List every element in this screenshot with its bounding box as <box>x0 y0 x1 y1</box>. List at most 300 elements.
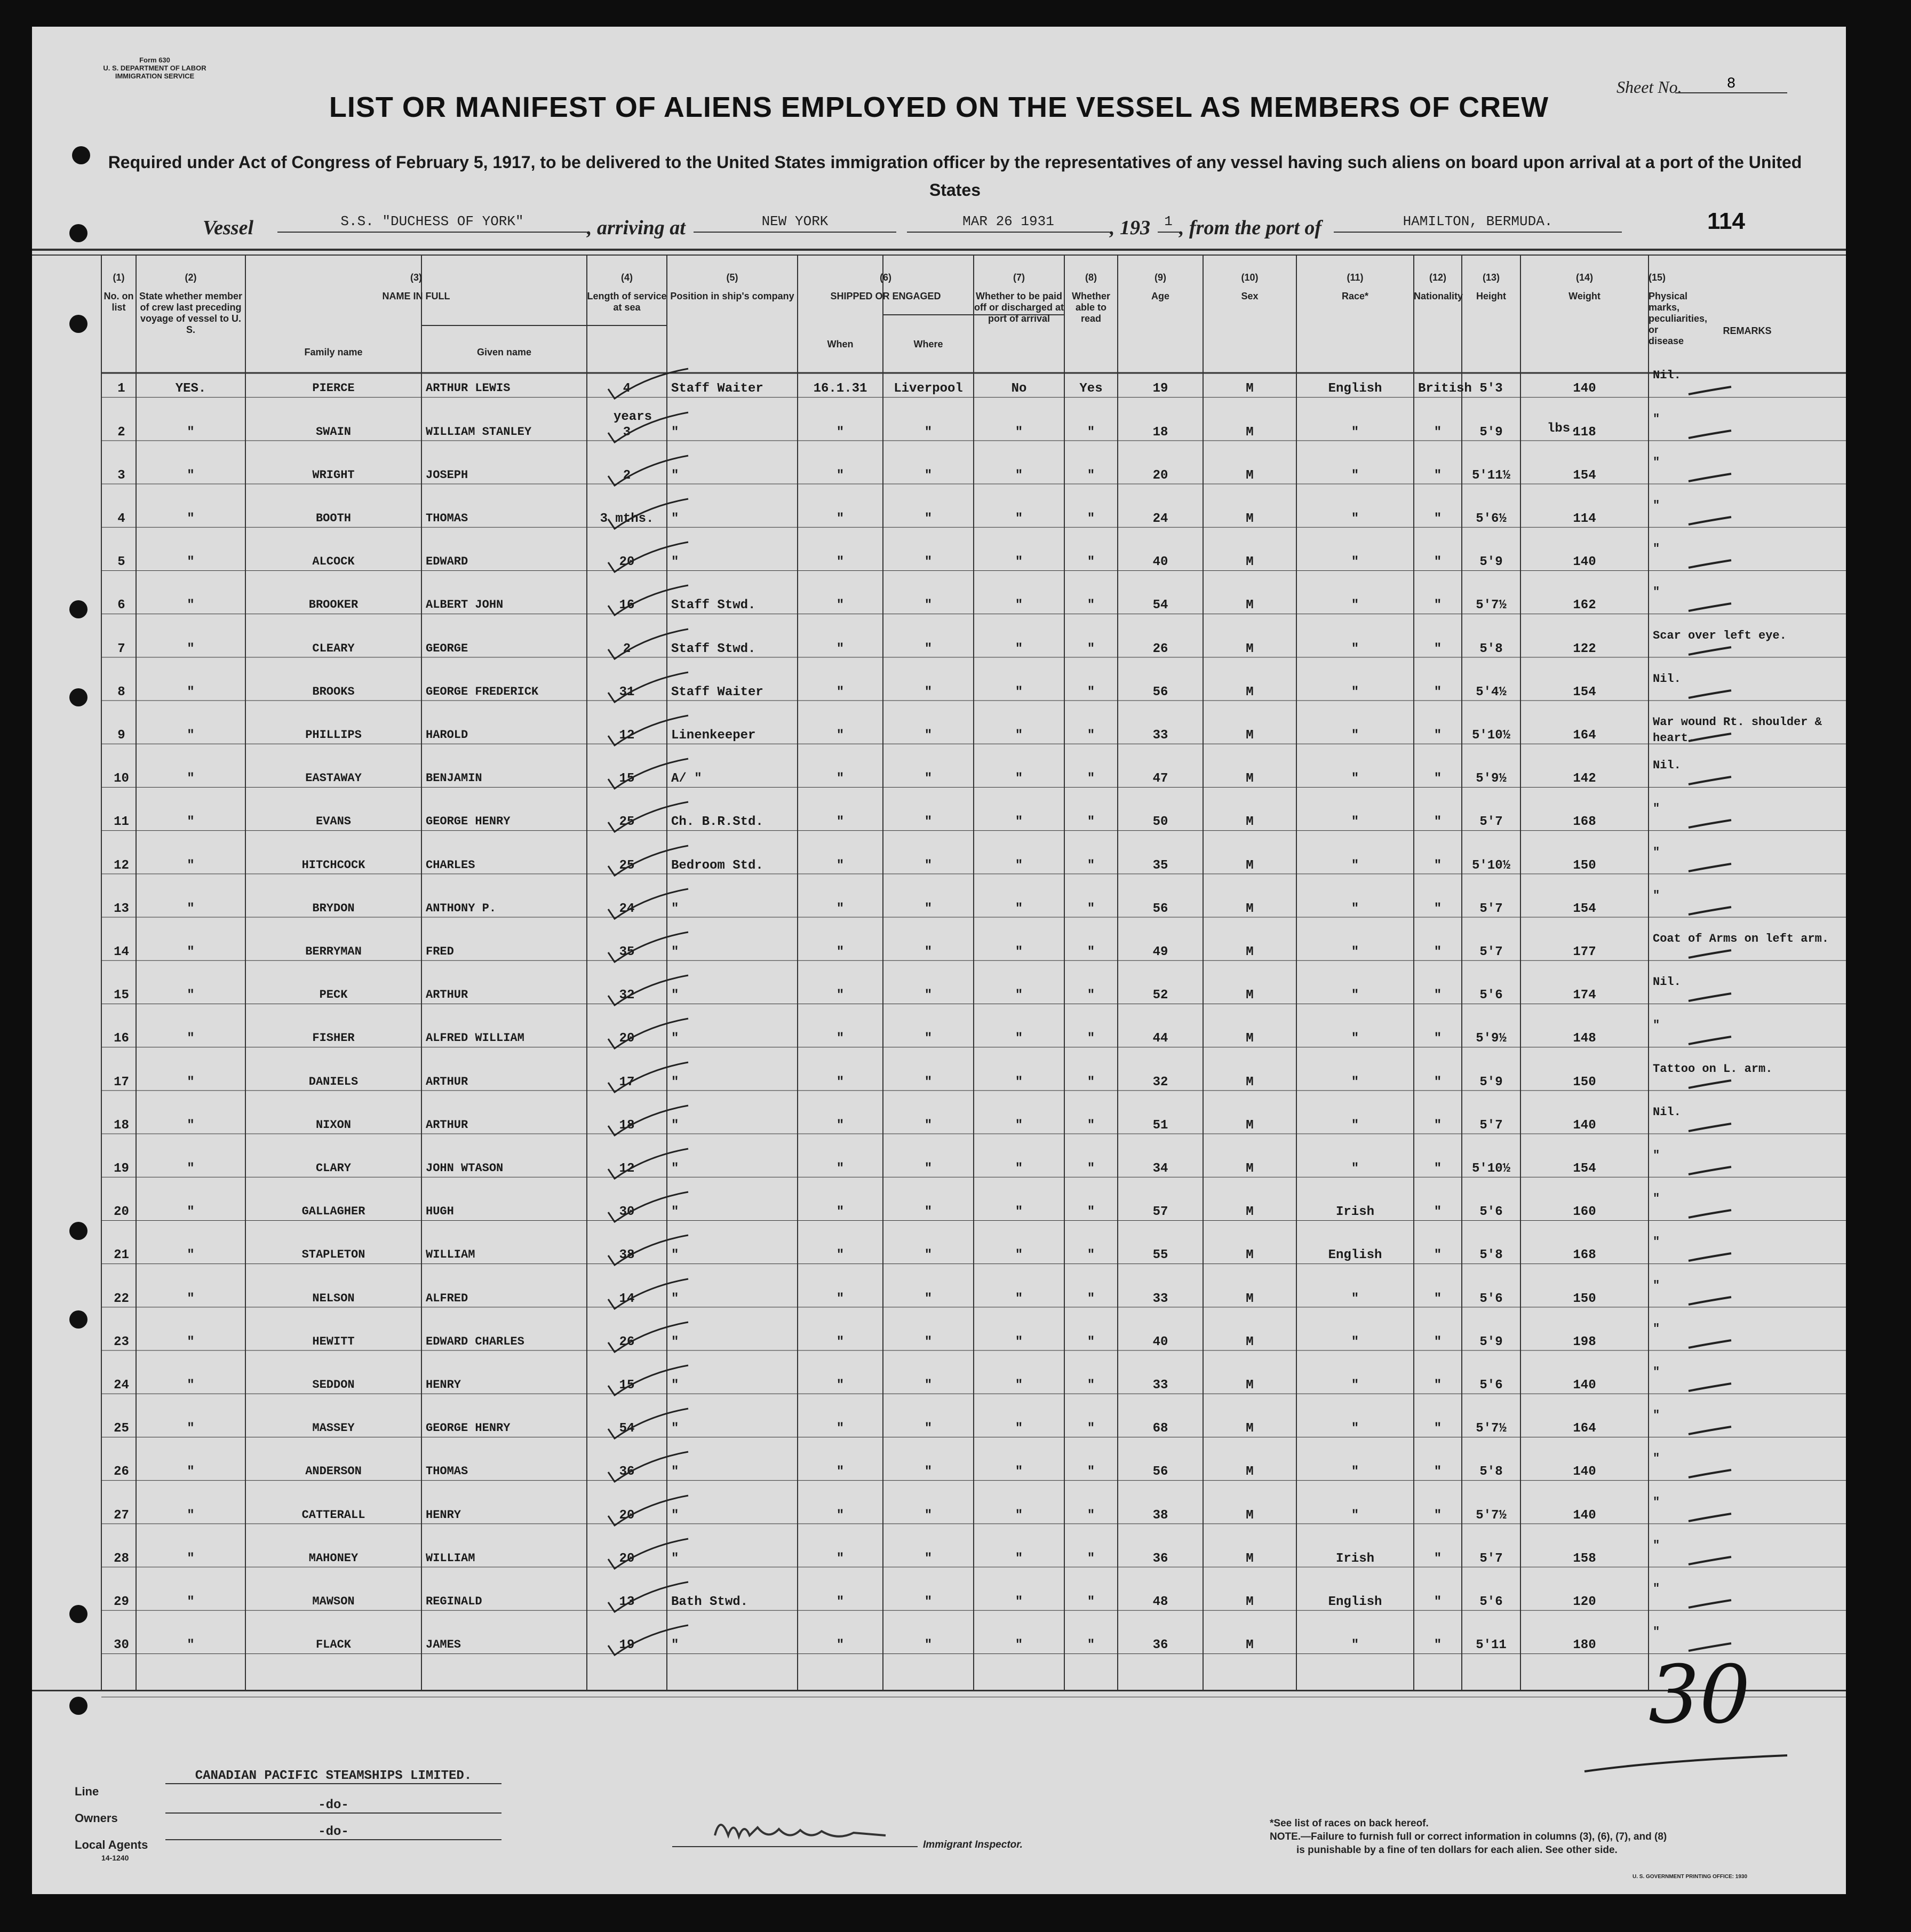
cell-weight: 180 <box>1573 1638 1596 1653</box>
cell-when: " <box>836 1248 845 1263</box>
cell-where: " <box>924 1508 933 1523</box>
cell-when: " <box>836 1508 845 1523</box>
check-mark <box>598 1579 694 1616</box>
cell-race: " <box>1351 555 1359 570</box>
cell-no: 12 <box>114 858 129 873</box>
cell-no: 13 <box>114 901 129 916</box>
cell-paid: " <box>1015 1118 1023 1133</box>
cell-age: 34 <box>1152 1162 1168 1176</box>
col-shipped-number: (6) <box>880 272 891 283</box>
cell-no: 30 <box>114 1638 129 1653</box>
cell-weight: 140 <box>1573 1378 1596 1393</box>
cell-nationality: " <box>1434 598 1442 613</box>
cell-position: Bath Stwd. <box>671 1595 749 1610</box>
cell-height: 5'9 <box>1479 1075 1503 1090</box>
cell-paid: No <box>1011 381 1027 396</box>
cell-prev: " <box>187 945 195 960</box>
fine-note-2: is punishable by a fine of ten dollars for each alien. See other side. <box>1296 1844 1618 1856</box>
col-service-number: (4) <box>621 272 633 283</box>
col-position-number: (5) <box>726 272 738 283</box>
cell-given: THOMAS <box>426 512 468 526</box>
cell-sex: M <box>1246 1334 1254 1349</box>
cell-age: 50 <box>1152 815 1168 830</box>
col-service-label: Length of service at sea <box>587 291 667 313</box>
cell-sex: M <box>1246 901 1254 916</box>
agents-value: -do- <box>165 1825 501 1840</box>
table-row <box>32 662 1846 705</box>
cell-height: 5'7 <box>1479 815 1503 830</box>
cell-age: 49 <box>1152 945 1168 960</box>
cell-given: ARTHUR <box>426 1075 468 1088</box>
cell-height: 5'9½ <box>1476 772 1507 786</box>
cell-race: " <box>1351 772 1359 786</box>
check-mark <box>598 929 694 966</box>
cell-race: " <box>1351 598 1359 613</box>
cell-height: 5'6½ <box>1476 512 1507 527</box>
cell-marks: " <box>1653 1149 1660 1163</box>
cell-family: BOOTH <box>315 512 351 526</box>
cell-nationality: " <box>1434 1205 1442 1220</box>
tick-mark <box>1683 1029 1737 1051</box>
cell-given: ALFRED <box>426 1291 468 1305</box>
cell-read: " <box>1087 1334 1095 1349</box>
cell-service: 17 <box>619 1075 635 1090</box>
cell-sex: M <box>1246 988 1254 1003</box>
cell-service: 3 <box>623 425 631 440</box>
cell-prev: " <box>187 555 195 570</box>
form-service: IMMIGRATION SERVICE <box>115 72 195 80</box>
cell-sex: M <box>1246 1031 1254 1046</box>
cell-paid: " <box>1015 1421 1023 1436</box>
cell-where: " <box>924 1031 933 1046</box>
col-race-label: Race* <box>1341 291 1369 301</box>
cell-family: SEDDON <box>312 1378 355 1392</box>
cell-age: 18 <box>1152 425 1168 440</box>
cell-race: " <box>1351 728 1359 743</box>
cell-paid: " <box>1015 1291 1023 1306</box>
cell-no: 26 <box>114 1465 129 1480</box>
cell-sex: M <box>1246 685 1254 699</box>
cell-weight: 150 <box>1573 858 1596 873</box>
cell-service: 18 <box>619 1118 635 1133</box>
col-paid-off <box>974 272 1064 324</box>
cell-read: " <box>1087 988 1095 1003</box>
cell-no: 17 <box>114 1075 129 1090</box>
cell-race: " <box>1351 1075 1359 1090</box>
cell-sex: M <box>1246 1075 1254 1090</box>
from-port-label: , from the port of <box>1179 217 1322 239</box>
tick-mark <box>1683 466 1737 488</box>
cell-paid: " <box>1015 945 1023 960</box>
cell-weight: 142 <box>1573 772 1596 786</box>
binding-hole <box>69 224 87 242</box>
tick-mark <box>1683 1203 1737 1224</box>
cell-read: " <box>1087 1508 1095 1523</box>
cell-nationality: " <box>1434 1551 1442 1566</box>
cell-prev: " <box>187 512 195 527</box>
cell-marks: " <box>1653 888 1660 902</box>
cell-position: " <box>671 1508 679 1523</box>
table-row <box>32 748 1846 791</box>
cell-race: " <box>1351 1465 1359 1480</box>
cell-service: 14 <box>619 1291 635 1306</box>
cell-sex: M <box>1246 1595 1254 1610</box>
sheet-number-value: 8 <box>1675 76 1787 93</box>
binding-hole <box>69 1222 87 1240</box>
cell-read: " <box>1087 598 1095 613</box>
cell-read: " <box>1087 901 1095 916</box>
cell-family: WRIGHT <box>312 468 355 482</box>
cell-age: 57 <box>1152 1205 1168 1220</box>
inspector-line <box>672 1846 918 1847</box>
table-row <box>32 921 1846 965</box>
binding-hole <box>69 600 87 618</box>
cell-height: 5'4½ <box>1476 685 1507 699</box>
cell-given: HUGH <box>426 1205 454 1219</box>
cell-weight: 154 <box>1573 468 1596 483</box>
cell-height: 5'9 <box>1479 555 1503 570</box>
col-race-number: (11) <box>1347 272 1364 283</box>
cell-family: PHILLIPS <box>305 728 362 742</box>
cell-paid: " <box>1015 1638 1023 1653</box>
check-mark <box>598 1015 694 1053</box>
cell-family: NIXON <box>315 1118 351 1132</box>
cell-prev: " <box>187 685 195 699</box>
cell-marks: " <box>1653 1278 1660 1292</box>
cell-service: 35 <box>619 945 635 960</box>
cell-position: Ch. B.R.Std. <box>671 815 763 830</box>
cell-marks: " <box>1653 1538 1660 1552</box>
cell-nationality: " <box>1434 641 1442 656</box>
cell-when: " <box>836 1378 845 1393</box>
col-name-label: NAME IN FULL <box>382 291 450 301</box>
cell-no: 10 <box>114 772 129 786</box>
arriving-label: , arriving at <box>587 217 686 239</box>
cell-when: " <box>836 772 845 786</box>
cell-no: 7 <box>117 641 125 656</box>
cell-where: " <box>924 945 933 960</box>
cell-given: WILLIAM <box>426 1551 475 1565</box>
cell-height: 5'11 <box>1476 1638 1507 1653</box>
cell-position: " <box>671 1205 679 1220</box>
cell-when: " <box>836 901 845 916</box>
cell-given: ARTHUR <box>426 988 468 1002</box>
cell-paid: " <box>1015 1551 1023 1566</box>
binding-hole <box>69 1310 87 1329</box>
year-label: , 193 <box>1110 217 1150 239</box>
check-mark <box>598 452 694 490</box>
cell-paid: " <box>1015 555 1023 570</box>
cell-where: " <box>924 1118 933 1133</box>
cell-race: " <box>1351 425 1359 440</box>
cell-race: " <box>1351 512 1359 527</box>
cell-age: 32 <box>1152 1075 1168 1090</box>
cell-service: 20 <box>619 1551 635 1566</box>
cell-weight: 148 <box>1573 1031 1596 1046</box>
cell-given: HENRY <box>426 1508 461 1522</box>
cell-family: HITCHCOCK <box>301 858 365 872</box>
cell-marks: " <box>1653 1019 1660 1032</box>
cell-position: " <box>671 901 679 916</box>
cell-race: " <box>1351 945 1359 960</box>
cell-service: 2 <box>623 641 631 656</box>
table-row <box>32 618 1846 662</box>
cell-race: " <box>1351 1291 1359 1306</box>
cell-position: " <box>671 1291 679 1306</box>
table-row <box>32 1528 1846 1571</box>
cell-given: FRED <box>426 945 454 959</box>
cell-read: " <box>1087 512 1095 527</box>
cell-position: " <box>671 1421 679 1436</box>
cell-nationality: " <box>1434 1421 1442 1436</box>
check-mark <box>598 799 694 836</box>
cell-where: Liverpool <box>894 381 963 396</box>
cell-no: 25 <box>114 1421 129 1436</box>
cell-nationality: " <box>1434 728 1442 743</box>
cell-height: 5'8 <box>1479 641 1503 656</box>
cell-when: " <box>836 1291 845 1306</box>
cell-marks: " <box>1653 1582 1660 1596</box>
cell-sex: M <box>1246 1248 1254 1263</box>
check-mark <box>598 539 694 576</box>
cell-position: " <box>671 1031 679 1046</box>
cell-read: " <box>1087 1638 1095 1653</box>
cell-age: 44 <box>1152 1031 1168 1046</box>
cell-service: 54 <box>619 1421 635 1436</box>
cell-given: ALBERT JOHN <box>426 598 504 612</box>
check-mark <box>598 1449 694 1486</box>
cell-no: 8 <box>117 685 125 699</box>
cell-age: 19 <box>1152 381 1168 396</box>
cell-weight: 150 <box>1573 1075 1596 1090</box>
cell-family: BROOKER <box>308 598 359 612</box>
table-row <box>32 575 1846 618</box>
cell-paid: " <box>1015 1465 1023 1480</box>
table-row <box>32 705 1846 748</box>
binding-hole <box>69 1605 87 1623</box>
cell-marks: " <box>1653 1409 1660 1422</box>
cell-weight: 120 <box>1573 1595 1596 1610</box>
tick-mark <box>1683 769 1737 791</box>
cell-height: 5'7½ <box>1476 1508 1507 1523</box>
cell-marks: " <box>1653 1452 1660 1466</box>
cell-family: SWAIN <box>315 425 351 439</box>
cell-age: 38 <box>1152 1508 1168 1523</box>
cell-height: 5'6 <box>1479 1205 1503 1220</box>
col-nationality-label: Nationality <box>1414 291 1463 301</box>
cell-position: " <box>671 1551 679 1566</box>
cell-age: 33 <box>1152 1378 1168 1393</box>
table-row <box>32 1225 1846 1268</box>
cell-read: " <box>1087 425 1095 440</box>
tick-mark <box>1683 1333 1737 1354</box>
col-nationality <box>1414 272 1462 302</box>
cell-marks: War wound Rt. shoulder & heart. <box>1653 715 1822 745</box>
cell-read: " <box>1087 1291 1095 1306</box>
cell-marks: Nil. <box>1653 1105 1681 1119</box>
table-row <box>32 1615 1846 1658</box>
cell-weight: 140 <box>1573 381 1596 396</box>
cell-prev: " <box>187 1595 195 1610</box>
cell-service: 31 <box>619 685 635 699</box>
cell-age: 33 <box>1152 728 1168 743</box>
cell-height: 5'10½ <box>1471 728 1510 743</box>
tick-mark <box>1683 726 1737 748</box>
cell-given: JOSEPH <box>426 468 468 482</box>
tick-mark <box>1683 1116 1737 1138</box>
cell-prev: " <box>187 901 195 916</box>
manifest-sheet: Form 630 U. S. DEPARTMENT OF LABOR IMMIGRATION SERVICE Sheet No. 8 LIST OR MANIFEST OF ALIENS EMPLOYED ON THE VESSEL AS MEMBERS OF CREW Required under Act of Congress of February 5, 1917, to be delivered to the United States immigration officer by the representatives of any vessel having such aliens on board upon arrival at a port of the United States Vessel S.S. "DUCHESS OF YORK" , arriving at NEW YORK MAR 26 1931 , 193 1 , from the port of HAMILTON, BERMUDA. 114 (1) No. on list (2) State whether member of crew last preceding voyage of vessel to U. S. (3) NAME IN FULL Family name Given name (4) Length of service at sea (5) Position in ship's company (6) SHIPPED OR ENGAGED When Where (7) Whether to be paid off or discharged at port of arrival (8) Whether able to read (9) Age (10) Sex (11) Race* (12) Nationality (13) Height (14) Weight (15) Physical marks, peculiarities, or disease REMARKS 1 YES. PIERCE ARTHUR LEWIS 4 Staff Waiter 16.1.31 Liverpool No Yes 19 M English British 5'3 140 Nil. 2 " SWAIN WILLIAM STANLEY 3 " " " " " 18 M " " 5'9 118 " 3 " WRIGHT JOSEPH 2 " " " " " 20 M " " 5'11½ 154 " 4 " BOOTH THOMAS 3 mths. " " " " " 24 M " " 5'6½ 114 " 5 " ALCOCK EDWARD 20 " " " " " 40 M " " 5'9 140 " 6 " BROOKER ALBERT JOHN 16 Staff Stwd. " " " " 54 M " " 5'7½ 162 " 7 " CLEARY GEORGE 2 Staff Stwd. " " " " 26 M " " 5'8 122 Scar over left eye. 8 " BROOKS GEORGE FREDERICK 31 Staff Waiter " " " " 56 M " " 5'4½ 154 Nil. 9 " PHILLIPS HAROLD 12 Linenkeeper " " " " 33 M " " 5'10½ 164 War wound Rt. shoulder & heart. 10 " EASTAWAY BENJAMIN 15 A/ " " " " " 47 M " " 5'9½ 142 Nil. 11 " EVANS GEORGE HENRY 25 Ch. B.R.Std. " " " " 50 M " " 5'7 168 " 12 " HITCHCOCK CHARLES 25 Bedroom Std. " " " " 35 M " " 5'10½ 150 " 13 " BRYDON ANTHONY P. 24 " " " " " 56 M " " 5'7 154 " 14 " BERRYMAN FRED 35 " " " " " 49 M " " 5'7 177 Coat of Arms on left arm. 15 " PECK ARTHUR 32 " " " " " 52 M " " 5'6 174 Nil. 16 " FISHER ALFRED WILLIAM 20 " " " " " 44 M " " 5'9½ 148 " 17 " DANIELS ARTHUR 17 " " " " " 32 M " " 5'9 150 Tattoo on L. arm. 18 " NIXON ARTHUR 18 " " " " " 51 M " " 5'7 140 Nil. 19 " CLARY JOHN WTASON 12 " " " " " 34 M " " 5'10½ 154 " 20 " GALLAGHER HUGH 30 " " " " " 57 M Irish " 5'6 160 " 21 " STAPLETON WILLIAM 38 " " " " " 55 M English " 5'8 168 " 22 " NELSON ALFRED 14 " " " " " 33 M " " 5'6 150 " 23 " HEWITT EDWARD CHARLES 26 " " " " " 40 M " " 5'9 198 " 24 " SEDDON HENRY 15 " " " " " 33 M " " 5'6 140 " 25 " MASSEY GEORGE HENRY 54 " " " " " 68 M " " 5'7½ 164 " 26 " ANDERSON THOMAS 36 " " " " " 56 M " " 5'8 140 " 27 " CATTERALL HENRY 20 " " " " " 38 M " " 5'7½ 140 " 28 " MAHONEY WILLIAM 20 " " " " " 36 M Irish " 5'7 158 " 29 " MAWSON REGINALD 13 Bath Stwd. " " " " 48 M English " 5'6 120 " 30 " FLACK JAMES 19 " " " " " 36 M " " 5'11 180 " lbs. years 30 Line CANADIAN PACIFIC STEAMSHIPS LIMITED. Owners -do- Local Agents -do- 14-1240 Immigrant Inspector. *See list of races on back hereof. NOTE.—Failure to furnish full or correct information in columns (3), (6), (7), and (8) is punishable by a fine of ten dollars for each alien. See other side. U. S. GOVERNMENT PRINTING OFFICE: 1930 <box>32 27 1846 1894</box>
cell-position: Staff Stwd. <box>671 641 756 656</box>
tick-mark <box>1683 1419 1737 1441</box>
cell-sex: M <box>1246 772 1254 786</box>
cell-given: REGINALD <box>426 1595 482 1609</box>
cell-family: ANDERSON <box>305 1465 362 1478</box>
cell-weight: 154 <box>1573 1162 1596 1176</box>
cell-where: " <box>924 988 933 1003</box>
table-row <box>32 1052 1846 1095</box>
check-mark <box>598 1146 694 1183</box>
cell-no: 18 <box>114 1118 129 1133</box>
cell-nationality: " <box>1434 815 1442 830</box>
cell-nationality: " <box>1434 1378 1442 1393</box>
col-height-label: Height <box>1476 291 1506 301</box>
cell-given: GEORGE HENRY <box>426 1421 511 1435</box>
col-no-number: (1) <box>113 272 125 283</box>
cell-race: English <box>1328 381 1382 396</box>
cell-height: 5'8 <box>1479 1465 1503 1480</box>
cell-weight: 150 <box>1573 1291 1596 1306</box>
cell-when: " <box>836 1031 845 1046</box>
cell-sex: M <box>1246 381 1254 396</box>
tick-mark <box>1683 1549 1737 1571</box>
cell-position: " <box>671 1638 679 1653</box>
cell-age: 48 <box>1152 1595 1168 1610</box>
cell-read: " <box>1087 1205 1095 1220</box>
cell-nationality: " <box>1434 1508 1442 1523</box>
cell-weight: 140 <box>1573 1118 1596 1133</box>
table-row <box>32 1485 1846 1528</box>
cell-no: 19 <box>114 1162 129 1176</box>
cell-when: " <box>836 1465 845 1480</box>
cell-age: 56 <box>1152 685 1168 699</box>
tick-mark <box>1683 1073 1737 1094</box>
tick-mark <box>1683 1246 1737 1267</box>
col-race <box>1296 272 1414 302</box>
col-where-label: Where <box>913 339 943 349</box>
cell-sex: M <box>1246 512 1254 527</box>
cell-position: " <box>671 468 679 483</box>
from-port: HAMILTON, BERMUDA. <box>1334 213 1622 233</box>
cell-when: " <box>836 512 845 527</box>
cell-paid: " <box>1015 1334 1023 1349</box>
col-service <box>587 272 667 313</box>
cell-family: STAPLETON <box>301 1248 365 1262</box>
cell-weight: 140 <box>1573 1465 1596 1480</box>
cell-when: " <box>836 685 845 699</box>
cell-sex: M <box>1246 815 1254 830</box>
cell-height: 5'7 <box>1479 1118 1503 1133</box>
cell-race: " <box>1351 1334 1359 1349</box>
cell-race: English <box>1328 1595 1382 1610</box>
cell-where: " <box>924 425 933 440</box>
agents-label: Local Agents <box>75 1838 148 1851</box>
fine-note: NOTE.—Failure to furnish full or correct information in columns (3), (6), (7), and (8) <box>1270 1831 1667 1842</box>
tick-mark <box>1683 813 1737 834</box>
cell-position: " <box>671 1162 679 1176</box>
cell-marks: " <box>1653 542 1660 556</box>
cell-when: " <box>836 728 845 743</box>
table-row <box>32 1138 1846 1181</box>
cell-read: " <box>1087 1075 1095 1090</box>
tick-mark <box>1683 1290 1737 1311</box>
cell-prev: " <box>187 1248 195 1263</box>
cell-nationality: " <box>1434 1334 1442 1349</box>
cell-no: 15 <box>114 988 129 1003</box>
cell-read: Yes <box>1079 381 1103 396</box>
cell-when: " <box>836 1205 845 1220</box>
table-row <box>32 835 1846 878</box>
tick-mark <box>1683 986 1737 1007</box>
cell-service: 36 <box>619 1465 635 1480</box>
stamp-number: 114 <box>1707 208 1745 234</box>
cell-nationality: " <box>1434 1075 1442 1090</box>
cell-no: 22 <box>114 1291 129 1306</box>
cell-nationality: " <box>1434 1031 1442 1046</box>
table-row <box>32 791 1846 834</box>
cell-prev: YES. <box>175 381 206 396</box>
cell-marks: Nil. <box>1653 759 1681 773</box>
cell-height: 5'6 <box>1479 988 1503 1003</box>
cell-prev: " <box>187 1334 195 1349</box>
cell-sex: M <box>1246 1638 1254 1653</box>
cell-where: " <box>924 1595 933 1610</box>
vessel-label: Vessel <box>203 217 253 239</box>
cell-height: 5'7 <box>1479 1551 1503 1566</box>
cell-nationality: " <box>1434 988 1442 1003</box>
cell-read: " <box>1087 641 1095 656</box>
cell-where: " <box>924 1378 933 1393</box>
cell-read: " <box>1087 858 1095 873</box>
cell-sex: M <box>1246 1551 1254 1566</box>
cell-prev: " <box>187 1638 195 1653</box>
cell-where: " <box>924 1334 933 1349</box>
cell-prev: " <box>187 815 195 830</box>
cell-age: 68 <box>1152 1421 1168 1436</box>
col-shipped <box>798 272 974 302</box>
cell-weight: 160 <box>1573 1205 1596 1220</box>
cell-given: ARTHUR LEWIS <box>426 381 511 395</box>
col-remarks <box>1649 325 1846 337</box>
col-sex <box>1203 272 1296 302</box>
cell-no: 16 <box>114 1031 129 1046</box>
col-sex-label: Sex <box>1241 291 1259 301</box>
cell-when: " <box>836 598 845 613</box>
cell-weight: 140 <box>1573 555 1596 570</box>
cell-age: 51 <box>1152 1118 1168 1133</box>
tick-mark <box>1683 856 1737 878</box>
cell-no: 24 <box>114 1378 129 1393</box>
cell-race: " <box>1351 815 1359 830</box>
cell-when: " <box>836 1075 845 1090</box>
cell-age: 24 <box>1152 512 1168 527</box>
table-row <box>32 1398 1846 1441</box>
cell-nationality: " <box>1434 858 1442 873</box>
cell-service: 20 <box>619 1031 635 1046</box>
tick-mark <box>1683 640 1737 661</box>
cell-service: 32 <box>619 988 635 1003</box>
cell-height: 5'7 <box>1479 945 1503 960</box>
